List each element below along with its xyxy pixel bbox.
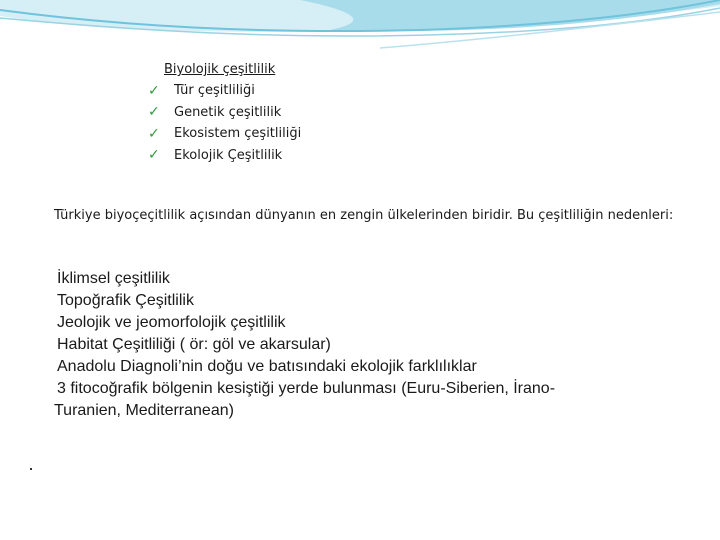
intro-paragraph: Türkiye biyoçeçitlilik açısından dünyanın en zengin ülkelerinden biridir. Bu çeşitliliğin nedenleri: <box>54 208 674 223</box>
list-item-label: Genetik çeşitlilik <box>174 104 282 120</box>
reason-item: İklimsel çeşitlilik <box>57 270 170 287</box>
list-item <box>148 145 301 167</box>
list-item-label: Tür çeşitliliği <box>174 83 255 99</box>
list-item <box>148 102 301 124</box>
reason-item: Topoğrafik Çeşitlilik <box>57 292 194 309</box>
list-item-label: Ekolojik Çeşitlilik <box>174 147 283 163</box>
list-item <box>148 80 301 102</box>
biodiversity-block <box>148 59 301 166</box>
reasons-list <box>54 268 654 422</box>
check-icon: ✓ <box>148 147 160 164</box>
check-list <box>148 80 301 166</box>
check-icon: ✓ <box>148 125 160 142</box>
reason-item: Jeolojik ve jeomorfolojik çeşitlilik <box>57 314 286 331</box>
reason-item: Habitat Çeşitliliği ( ör: göl ve akarsular) <box>57 336 331 353</box>
check-icon: ✓ <box>148 82 160 99</box>
reason-item-continuation: Turanien, Mediterranean) <box>54 402 234 419</box>
top-wave-decoration <box>0 0 720 70</box>
section-title: Biyolojik çeşitlilik <box>164 62 276 77</box>
list-item <box>148 123 301 145</box>
stray-dot <box>30 468 32 470</box>
list-item-label: Ekosistem çeşitliliği <box>174 126 302 142</box>
check-icon: ✓ <box>148 104 160 121</box>
reason-item: Anadolu Diagnoli’nin doğu ve batısındaki ekolojik farklılıklar <box>57 358 477 375</box>
reason-item: 3 fitocoğrafik bölgenin kesiştiği yerde bulunması (Euru-Siberien, İrano- <box>57 380 556 397</box>
